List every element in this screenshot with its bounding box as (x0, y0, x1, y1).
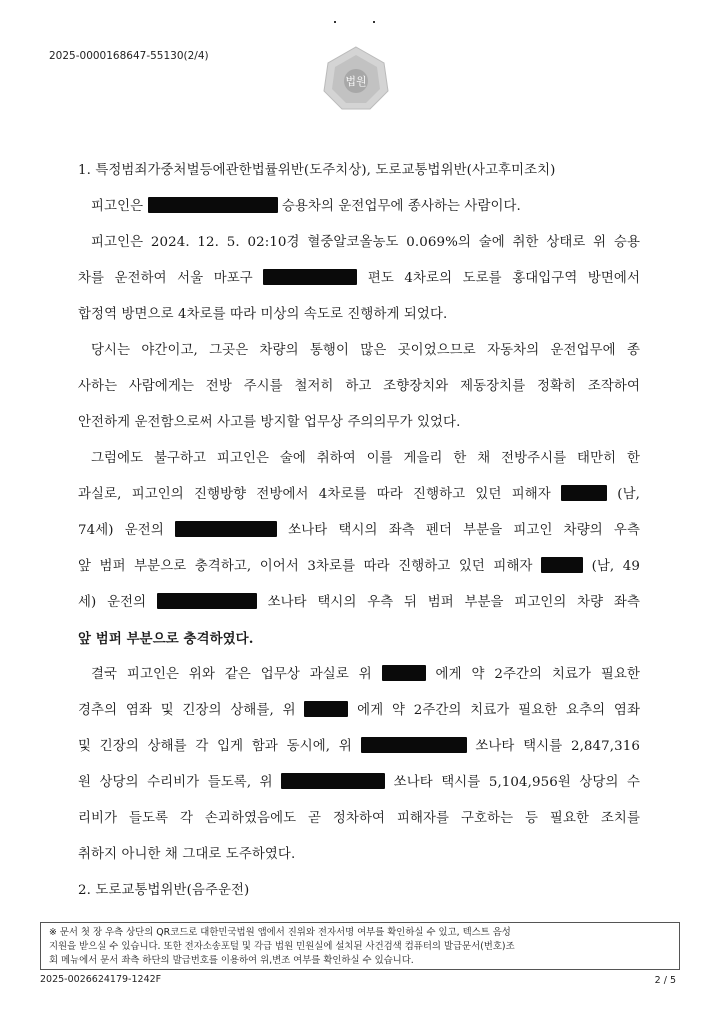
section-heading-1: 1. 특정범죄가중처벌등에관한법률위반(도주치상), 도로교통법위반(사고후미조치) (78, 163, 556, 178)
paragraph-line: 피고인은 승용차의 운전업무에 종사하는 사람이다. (91, 199, 521, 214)
redaction-box (382, 665, 426, 681)
section-heading-2: 2. 도로교통법위반(음주운전) (78, 883, 250, 898)
redaction-box (541, 557, 583, 573)
paragraph-line: 앞 범퍼 부분으로 충격하였다. (78, 631, 254, 647)
verification-notice (40, 922, 680, 970)
notice-line: 지원을 받으실 수 있습니다. 또한 전자소송포털 및 각급 법원 민원실에 설치된 사건검색 컴퓨터의 발급문서(번호)조 (49, 941, 515, 952)
paragraph-line: 결국 피고인은 위와 같은 업무상 과실로 위 에게 약 2주간의 치료가 필요한 (91, 667, 641, 682)
notice-line: ※ 문서 첫 장 우측 상단의 QR코드로 대한민국법원 앱에서 진위와 전자서명 여부를 확인하실 수 있고, 텍스트 음성 (49, 927, 511, 938)
svg-text:법원: 법원 (345, 75, 367, 88)
paragraph-line: 합정역 방면으로 4차로를 따라 미상의 속도로 진행하게 되었다. (78, 307, 448, 322)
paragraph-line: 과실로, 피고인의 진행방향 전방에서 4차로를 따라 진행하고 있던 피해자 (남, (78, 487, 641, 502)
court-seal-logo (320, 45, 392, 113)
issue-number: 2025-0026624179-1242F (40, 974, 162, 985)
paragraph-line: 사하는 사람에게는 전방 주시를 철저히 하고 조향장치와 제동장치를 정확히 조작하여 (78, 379, 640, 394)
redaction-box (175, 521, 277, 537)
paragraph-line: 경추의 염좌 및 긴장의 상해를, 위 에게 약 2주간의 치료가 필요한 요추의 염좌 (78, 703, 640, 718)
paragraph-line: 안전하게 운전함으로써 사고를 방지할 업무상 주의의무가 있었다. (78, 415, 461, 430)
redaction-box (304, 701, 348, 717)
redaction-box (263, 269, 357, 285)
notice-line: 회 메뉴에서 문서 좌측 하단의 발급번호를 이용하여 위,변조 여부를 확인하실 수 있습니다. (49, 955, 414, 966)
paragraph-line: 그럼에도 불구하고 피고인은 술에 취하여 이를 게을리 한 채 전방주시를 태만히 한 (91, 451, 640, 466)
paragraph-line: 피고인은 2024. 12. 5. 02:10경 혈중알코올농도 0.069%의 술에 취한 상태로 위 승용 (91, 235, 640, 250)
scan-dot (373, 21, 375, 23)
paragraph-line: 세) 운전의 쏘나타 택시의 우측 뒤 범퍼 부분을 피고인의 차량 좌측 (78, 595, 640, 610)
scan-dot (334, 21, 336, 23)
page-number: 2 / 5 (654, 975, 676, 986)
redaction-box (281, 773, 385, 789)
redaction-box (148, 197, 278, 213)
paragraph-line: 차를 운전하여 서울 마포구 편도 4차로의 도로를 홍대입구역 방면에서 (78, 271, 641, 286)
paragraph-line: 리비가 들도록 각 손괴하였음에도 곧 정차하여 피해자를 구호하는 등 필요한 조치를 (78, 811, 640, 826)
redaction-box (561, 485, 607, 501)
paragraph-line: 취하지 아니한 채 그대로 도주하였다. (78, 847, 296, 862)
paragraph-line: 74세) 운전의 쏘나타 택시의 좌측 펜더 부분을 피고인 차량의 우측 (78, 523, 640, 538)
paragraph-line: 당시는 야간이고, 그곳은 차량의 통행이 많은 곳이었으므로 자동차의 운전업무에 종 (91, 343, 640, 358)
paragraph-line: 앞 범퍼 부분으로 충격하고, 이어서 3차로를 따라 진행하고 있던 피해자 (남, 49 (78, 559, 641, 574)
redaction-box (361, 737, 467, 753)
paragraph-line: 및 긴장의 상해를 각 입게 함과 동시에, 위 쏘나타 택시를 2,847,316 (78, 739, 641, 754)
redaction-box (157, 593, 257, 609)
paragraph-line: 원 상당의 수리비가 들도록, 위 쏘나타 택시를 5,104,956원 상당의 수 (78, 775, 640, 790)
document-number: 2025-0000168647-55130(2/4) (49, 50, 209, 62)
